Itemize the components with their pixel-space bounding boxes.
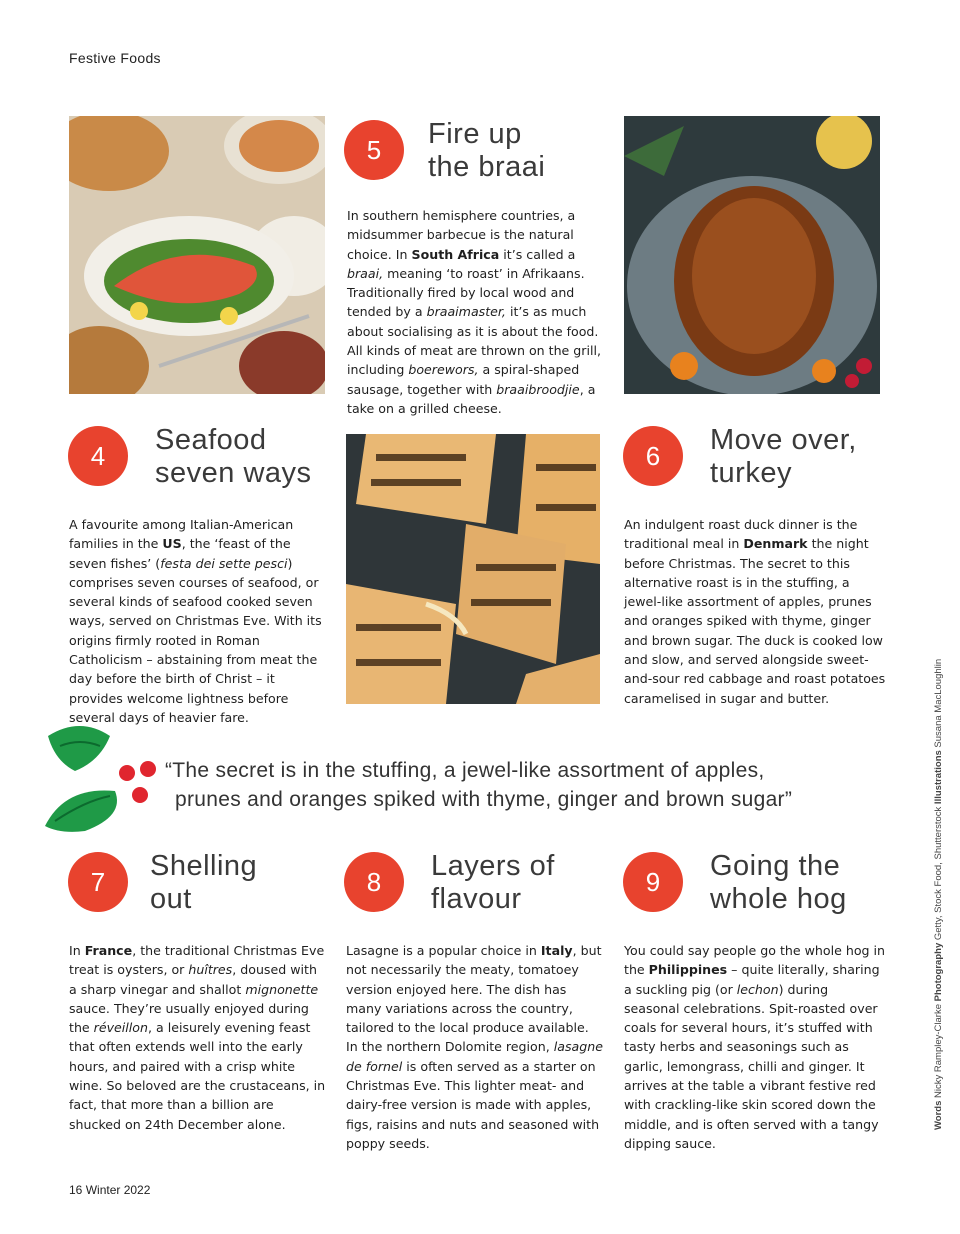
body-7: In France, the traditional Christmas Eve treat is oysters, or huîtres, doused with a sharp vinegar and shallot mignonette sauce. They’re usually enjoyed during the réveillon, a leisurely evening feast that often extends well into the early hours, and paired with a crisp white wine. So beloved are the crustaceans, in fact, that more than a billion are shucked on 24th December alone. <box>69 943 326 1132</box>
body-8: Lasagne is a popular choice in Italy, but not necessarily the meaty, tomatoey version enjoyed here. The dish has many variations across the country, tailored to the local produce available. In the northern Dolomite region, lasagne de fornel is often served as a starter on Christmas Eve. This lighter meat- and dairy-free version is made with apples, figs, raisins and nuts and seasoned with poppy seeds. <box>346 943 603 1151</box>
heading-5-line-1: Fire up <box>428 118 522 150</box>
badge-7: 7 <box>68 852 128 912</box>
heading-8-line-1: Layers of <box>431 850 555 882</box>
pull-quote-line-1: “The secret is in the stuffing, a jewel-like assortment of apples, <box>165 759 765 782</box>
heading-6 <box>710 424 857 490</box>
body-5: In southern hemisphere countries, a midsummer barbecue is the natural choice. In South Africa it’s called a braai, meaning ‘to roast’ in Afrikaans. Traditionally fired by local wood and tended by a braaimaster, it’s as much about socialising as it is about the food. All kinds of meat are thrown on the grill, including boerewors, a spiral-shaped sausage, together with braaibroodjie, a take on a grilled cheese. <box>347 208 601 416</box>
badge-8: 8 <box>344 852 404 912</box>
heading-8-line-2: flavour <box>431 883 522 915</box>
badge-6: 6 <box>623 426 683 486</box>
credits-words: Nicky Rampley-Clarke <box>933 1004 944 1098</box>
holly-icon <box>40 716 165 841</box>
heading-9 <box>710 850 847 916</box>
credits-photography: Getty, Stock Food, Shutterstock <box>933 806 944 941</box>
heading-8 <box>431 850 555 916</box>
seafood-photo <box>69 116 325 394</box>
heading-7 <box>150 850 257 916</box>
page-footer <box>69 1183 150 1197</box>
body-6: An indulgent roast duck dinner is the traditional meal in Denmark the night before Christmas. The secret to this alternative roast is in the stuffing, a jewel-like assortment of apples, prunes and oranges spiked with thyme, ginger and brown sugar. The duck is cooked low and slow, and served alongside sweet-and-sour red cabbage and roast potatoes caramelised in sugar and butter. <box>624 517 886 706</box>
roast-duck-photo <box>624 116 880 394</box>
heading-4 <box>155 424 312 490</box>
credits-photography-label: Photography <box>933 942 944 1002</box>
issue-label: Winter 2022 <box>85 1183 151 1197</box>
page-number: 16 <box>69 1183 83 1197</box>
heading-5 <box>428 118 545 184</box>
heading-4-line-2: seven ways <box>155 457 312 489</box>
body-4: A favourite among Italian-American families in the US, the ‘feast of the seven fishes’ (festa dei sette pesci) comprises seven courses of seafood, or several kinds of seafood cooked seven ways, served on Christmas Eve. With its origins firmly rooted in Roman Catholicism – abstaining from meat the day before the birth of Christ – it provides welcome lightness before several days of heavier fare. <box>69 517 322 725</box>
grilled-cheese-photo <box>346 434 600 704</box>
credits-words-label: Words <box>933 1100 944 1130</box>
badge-5: 5 <box>344 120 404 180</box>
badge-4: 4 <box>68 426 128 486</box>
heading-5-line-2: the braai <box>428 151 546 183</box>
heading-6-line-1: Move over, <box>710 424 857 456</box>
credits-illustrations-label: Illustrations <box>933 750 944 805</box>
heading-7-line-1: Shelling <box>150 850 258 882</box>
heading-4-line-1: Seafood <box>155 424 267 456</box>
heading-9-line-2: whole hog <box>710 883 847 915</box>
photo-credits <box>933 630 944 1130</box>
pull-quote <box>165 756 885 814</box>
heading-9-line-1: Going the <box>710 850 841 882</box>
body-9: You could say people go the whole hog in the Philippines – quite literally, sharing a suckling pig (or lechon) during seasonal celebrations. Spit-roasted over coals for several hours, it’s stuffed with tasty herbs and seasonings such as garlic, lemongrass, chilli and ginger. It arrives at the table a vibrant festive red with crackling-like skin scored down the middle, and is often served with a tangy dipping sauce. <box>624 943 886 1151</box>
heading-7-line-2: out <box>150 883 192 915</box>
section-label: Festive Foods <box>69 50 161 66</box>
badge-9: 9 <box>623 852 683 912</box>
credits-illustrations: Susana MacLoughlin <box>933 658 944 748</box>
pull-quote-line-2: prunes and oranges spiked with thyme, ginger and brown sugar” <box>175 788 793 811</box>
heading-6-line-2: turkey <box>710 457 792 489</box>
